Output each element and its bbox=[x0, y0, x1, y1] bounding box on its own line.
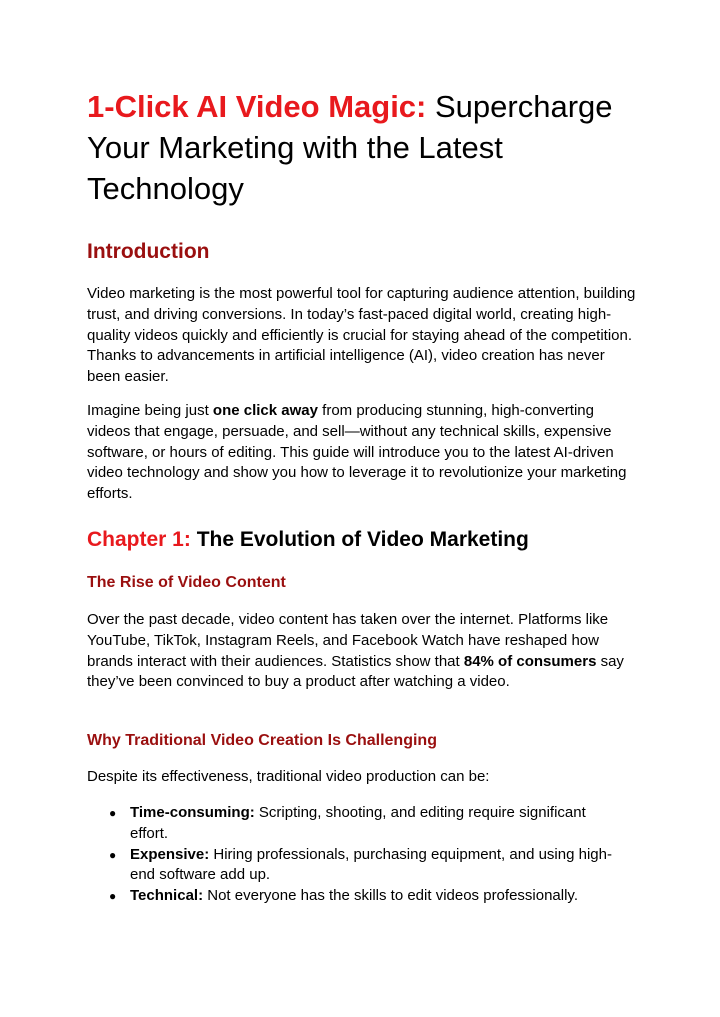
document-title bbox=[87, 86, 647, 209]
list-item-term: Technical: bbox=[130, 887, 204, 905]
bullet-icon: ● bbox=[109, 806, 117, 820]
chapter-1-label: Chapter 1: bbox=[87, 528, 191, 551]
introduction-heading: Introduction bbox=[87, 240, 210, 263]
rise-of-video-heading: The Rise of Video Content bbox=[87, 574, 286, 591]
rise-p-post: say they’ve been convinced to buy a product after watching a video. bbox=[87, 652, 624, 691]
list-item-text: Scripting, shooting, and editing require significant effort. bbox=[130, 804, 586, 842]
why-challenging-heading: Why Traditional Video Creation Is Challenging bbox=[87, 732, 437, 749]
challenges-list bbox=[87, 803, 647, 907]
title-rest: Supercharge Your Marketing with the Latest Technology bbox=[87, 89, 613, 206]
introduction-paragraph-1: Video marketing is the most powerful tool for capturing audience attention, building trust, and driving conversions. In today’s fast-paced digital world, creating high-quality videos quickly and efficiently is crucial for staying ahead of the competition. Thanks to advancements in artificial intelligence (AI), video creation has never been easier. bbox=[87, 285, 636, 386]
list-item-term: Expensive: bbox=[130, 845, 210, 863]
chapter-1-heading bbox=[87, 528, 529, 552]
list-item-text: Not everyone has the skills to edit videos professionally. bbox=[203, 887, 578, 905]
bullet-icon: ● bbox=[109, 889, 117, 904]
title-accent: 1-Click AI Video Magic: bbox=[87, 89, 427, 124]
list-item-term: Time-consuming: bbox=[130, 804, 255, 821]
rise-of-video-paragraph bbox=[87, 610, 637, 693]
rise-p-pre: Over the past decade, video content has taken over the internet. Platforms like YouTube, TikTok, Instagram Reels, and Facebook Watch have reshaped how brands interact with their audiences. Statistics show that bbox=[87, 611, 609, 670]
why-challenging-intro: Despite its effectiveness, traditional video production can be: bbox=[87, 768, 490, 785]
intro-p2-bold: one click away bbox=[212, 402, 318, 419]
list-item-text: Hiring professionals, purchasing equipment, and using high-end software add up. bbox=[130, 845, 612, 884]
chapter-1-title: The Evolution of Video Marketing bbox=[190, 528, 529, 551]
list-item bbox=[87, 803, 620, 845]
intro-p2-post: from producing stunning, high-converting videos that engage, persuade, and sell—without any technical skills, expensive software, or hours of editing. This guide will introduce you to the latest AI-driven video technology and show you how to leverage it to revolutionize your marketing efforts. bbox=[87, 402, 627, 503]
rise-p-bold: 84% of consumers bbox=[463, 652, 597, 670]
bullet-icon: ● bbox=[109, 847, 117, 862]
intro-p2-pre: Imagine being just bbox=[87, 402, 213, 419]
list-item bbox=[87, 886, 620, 907]
list-item bbox=[87, 845, 620, 887]
introduction-paragraph-2 bbox=[87, 401, 637, 505]
